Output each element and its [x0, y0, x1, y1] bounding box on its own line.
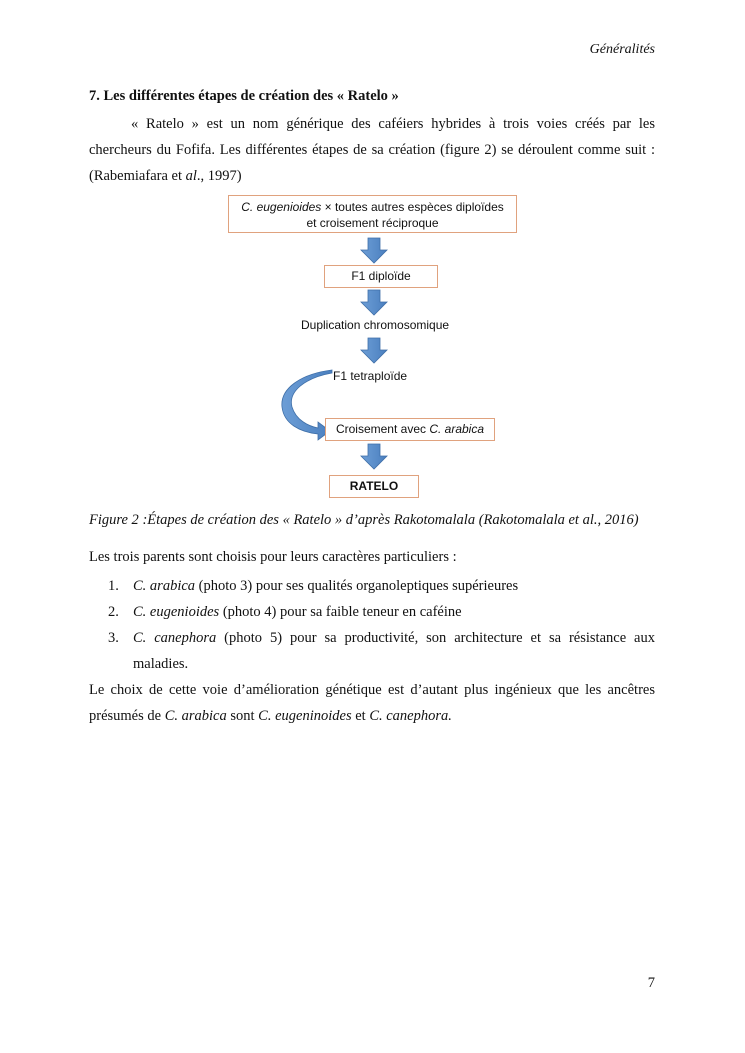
- species-name: C. canephora: [133, 630, 217, 646]
- section-heading: 7. Les différentes étapes de création des « Ratelo »: [89, 88, 399, 104]
- parents-list: [108, 573, 655, 677]
- list-item-desc: (photo 5) pour sa productivité, son architecture et sa résistance aux maladies.: [133, 630, 655, 672]
- cross-species: C. eugenioides: [241, 200, 322, 214]
- parents-intro: Les trois parents sont choisis pour leurs caractères particuliers :: [89, 549, 457, 565]
- cross-arabica-species: C. arabica: [429, 422, 485, 436]
- intro-italic: al: [185, 168, 197, 184]
- species-name: C. arabica: [133, 578, 196, 594]
- list-item-desc: (photo 4) pour sa faible teneur en caféine: [219, 604, 462, 620]
- list-item: [108, 573, 655, 599]
- step-box-cross: [228, 195, 517, 233]
- list-item-desc: (photo 3) pour ses qualités organoleptiques supérieures: [195, 578, 519, 594]
- figure-caption-text: :Étapes de création des « Ratelo » d’après Rakotomalala (Rakotomalala et al., 2016): [138, 512, 639, 528]
- cross-line-2: et croisement réciproque: [306, 216, 439, 230]
- down-arrow-1: [361, 238, 387, 263]
- conclusion-text-2: sont: [226, 708, 259, 724]
- step-box-f1-diploid: F1 diploïde: [324, 265, 438, 288]
- step-duplication: Duplication chromosomique: [301, 318, 450, 332]
- conclusion-text-1: Le choix de cette voie d’amélioration génétique est d’autant plus ingénieux que les ancêtres présumés de: [89, 682, 655, 724]
- list-text: [133, 599, 655, 625]
- list-number: 3.: [108, 630, 119, 646]
- page-number: 7: [647, 975, 655, 991]
- conclusion-text-3: et: [351, 708, 370, 724]
- down-arrow-3: [361, 338, 387, 363]
- step-box-ratelo: RATELO: [329, 475, 419, 498]
- list-text: [133, 573, 655, 599]
- list-number: 1.: [108, 578, 119, 594]
- list-text: [133, 625, 655, 677]
- conclusion-species-1: C. arabica: [164, 708, 227, 724]
- running-header: Généralités: [589, 42, 655, 57]
- cross-rest: × toutes autres espèces diploïdes: [321, 200, 504, 214]
- cross-arabica-prefix: Croisement avec: [335, 422, 430, 436]
- down-arrow-2: [361, 290, 387, 315]
- cross-line-1: [229, 199, 516, 215]
- step-box-cross-arabica: [325, 418, 495, 441]
- figure-caption: [89, 512, 639, 529]
- step-f1-tetraploid: F1 tetraploïde: [333, 369, 408, 383]
- conclusion-paragraph: [89, 677, 655, 729]
- list-item: [108, 625, 655, 677]
- species-name: C. eugenioides: [133, 604, 220, 620]
- conclusion-species-3: C. canephora.: [369, 708, 452, 724]
- intro-tail: ., 1997): [196, 168, 242, 184]
- conclusion-species-2: C. eugeninoides: [258, 708, 352, 724]
- intro-text: « Ratelo » est un nom générique des caféiers hybrides à trois voies créés par les chercheurs du Fofifa. Les différentes étapes de sa création (figure 2) se déroulent comme suit : (Rabemiafara et: [89, 116, 655, 184]
- list-item: [108, 599, 655, 625]
- list-number: 2.: [108, 604, 119, 620]
- figure-label: Figure 2: [89, 512, 139, 528]
- down-arrow-4: [361, 444, 387, 469]
